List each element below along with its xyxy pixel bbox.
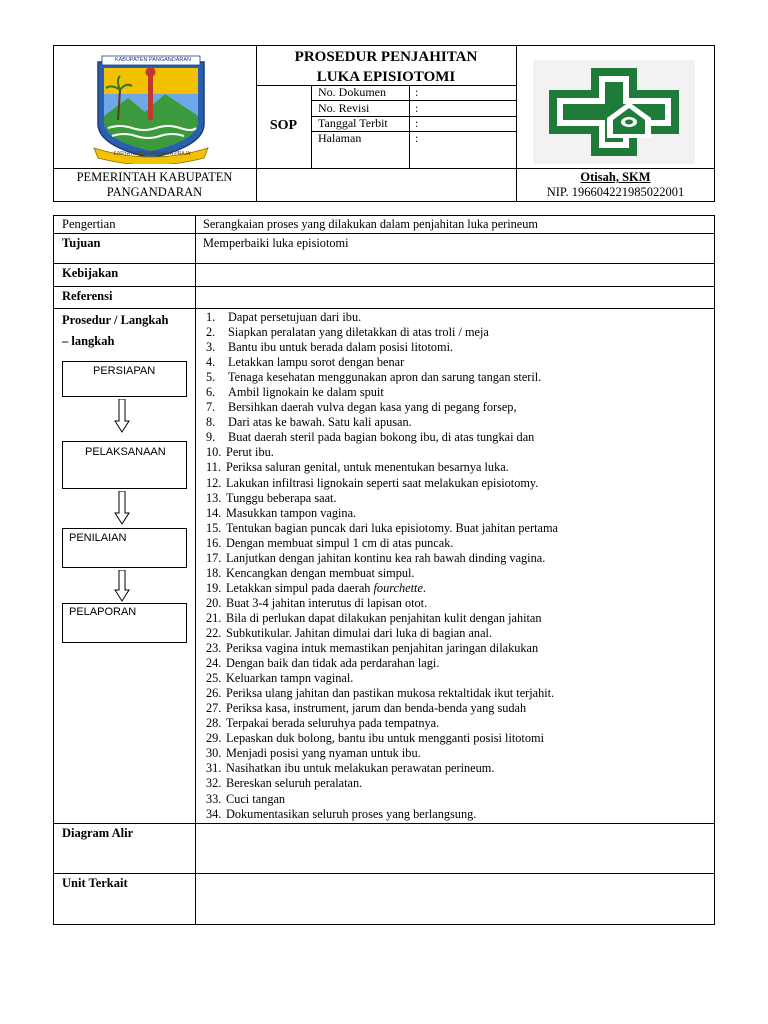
procedure-step (206, 671, 711, 686)
procedure-step (206, 581, 711, 596)
divider (311, 85, 312, 168)
org-line-2: PANGANDARAN (106, 185, 203, 199)
step-text: Subkutikular. Jahitan dimulai dari luka di bagian anal. (226, 625, 493, 640)
step-text: Tentukan bagian puncak dari luka episiotomy. Buat jahitan pertama (226, 520, 558, 535)
step-number: 15. (206, 520, 222, 535)
organization-name (53, 169, 256, 202)
step-text: Letakkan simpul pada daerah (226, 580, 374, 595)
step-text: Kencangkan dengan membuat simpul. (226, 565, 415, 580)
procedure-step (206, 415, 711, 430)
document-title (256, 47, 516, 85)
org-line-1: PEMERINTAH KABUPATEN (76, 170, 233, 184)
prosedur-label-line-1: Prosedur / Langkah (62, 313, 169, 327)
step-number: 32. (206, 776, 222, 791)
step-number: 16. (206, 535, 222, 550)
divider (53, 823, 715, 824)
procedure-step (206, 370, 711, 385)
step-number: 12. (206, 475, 222, 490)
step-text: Periksa vagina intuk memastikan penjahitan jaringan dilakukan (226, 641, 539, 656)
step-number: 17. (206, 550, 222, 565)
step-number: 25. (206, 671, 222, 686)
procedure-step (206, 340, 711, 355)
signer-block (516, 169, 715, 202)
step-number: 13. (206, 490, 222, 505)
divider (53, 308, 715, 309)
diagram-alir-label: Diagram Alir (62, 826, 134, 840)
step-number: 30. (206, 746, 222, 761)
procedure-step (206, 355, 711, 370)
procedure-step (206, 807, 711, 822)
pengertian-text: Serangkaian proses yang dilakukan dalam penjahitan luka perineum (203, 217, 538, 231)
step-text: Nasihatkan ibu untuk melakukan perawatan perineum. (226, 761, 495, 776)
meta-page-value: : (415, 131, 419, 145)
flow-box-penilaian (62, 528, 187, 568)
procedure-step (206, 325, 711, 340)
step-text-tail: . (422, 580, 426, 595)
prosedur-label (57, 310, 193, 350)
procedure-step (206, 746, 711, 761)
procedure-step (206, 641, 711, 656)
divider (409, 85, 410, 168)
procedure-step (206, 611, 711, 626)
procedure-step (206, 792, 711, 807)
step-text: Menjadi posisi yang nyaman untuk ibu. (226, 746, 421, 761)
flow-label: PERSIAPAN (93, 365, 156, 377)
step-number: 9. (206, 430, 216, 445)
procedure-step (206, 491, 711, 506)
step-text: Masukkan tampon vagina. (226, 505, 357, 520)
procedure-step (206, 776, 711, 791)
sop-label: SOP (269, 118, 298, 133)
meta-issue-date-value: : (415, 116, 419, 130)
health-cross-logo (533, 60, 695, 164)
step-number: 27. (206, 701, 222, 716)
flow-arrow-down-icon (114, 491, 130, 525)
step-number: 4. (206, 355, 216, 370)
divider (53, 286, 715, 287)
logo-text-top: KABUPATEN PANGANDARAN (114, 57, 192, 63)
procedure-step (206, 731, 711, 746)
tujuan-text: Memperbaiki luka episiotomi (203, 236, 349, 250)
step-text: Cuci tangan (226, 791, 286, 806)
step-number: 28. (206, 716, 222, 731)
procedure-step (206, 476, 711, 491)
step-number: 14. (206, 505, 222, 520)
divider (53, 263, 715, 264)
step-text: Lanjutkan dengan jahitan kontinu kea rah bawah dinding vagina. (226, 550, 546, 565)
flow-arrow-down-icon (114, 399, 130, 433)
step-text: Periksa ulang jahitan dan pastikan mukosa rektaltidak ikut terjahit. (226, 686, 555, 701)
step-text: Keluarkan tampn vaginal. (226, 671, 354, 686)
title-line-1: PROSEDUR PENJAHITAN (294, 49, 478, 65)
step-text: Ambil lignokain ke dalam spuit (228, 385, 384, 400)
step-number: 21. (206, 610, 222, 625)
divider (195, 215, 196, 925)
procedure-step (206, 761, 711, 776)
step-number: 33. (206, 791, 222, 806)
procedure-step (206, 310, 711, 325)
step-text: Letakkan lampu sorot dengan benar (228, 355, 405, 370)
meta-revision-value: : (415, 101, 419, 115)
step-number: 24. (206, 656, 222, 671)
step-text: Bantu ibu untuk berada dalam posisi litotomi. (228, 340, 454, 355)
step-text-italic: fourchette (373, 580, 423, 595)
divider (53, 873, 715, 874)
step-number: 3. (206, 340, 216, 355)
step-number: 34. (206, 806, 222, 821)
meta-doc-number-label: No. Dokumen (318, 85, 386, 99)
step-text: Tunggu beberapa saat. (226, 490, 337, 505)
step-number: 11. (206, 460, 221, 475)
procedure-step (206, 445, 711, 460)
procedure-step (206, 536, 711, 551)
procedure-step (206, 716, 711, 731)
step-number: 31. (206, 761, 222, 776)
referensi-label: Referensi (62, 289, 113, 303)
step-text: Terpakai berada seluruhya pada tempatnya. (226, 716, 440, 731)
regency-logo (90, 54, 212, 164)
step-text: Dari atas ke bawah. Satu kali apusan. (228, 415, 412, 430)
step-number: 6. (206, 385, 216, 400)
step-number: 5. (206, 370, 216, 385)
procedure-step (206, 656, 711, 671)
procedure-steps-list (206, 310, 711, 822)
pengertian-label: Pengertian (62, 217, 116, 231)
step-text: Periksa kasa, instrument, jarum dan benda-benda yang sudah (226, 701, 527, 716)
procedure-step (206, 385, 711, 400)
kebijakan-label: Kebijakan (62, 266, 119, 280)
unit-terkait-label: Unit Terkait (62, 876, 128, 890)
step-text: Bersihkan daerah vulva degan kasa yang di pegang forsep, (228, 400, 517, 415)
meta-doc-number-value: : (415, 85, 419, 99)
procedure-step (206, 400, 711, 415)
step-number: 2. (206, 325, 216, 340)
step-text: Lakukan infiltrasi lignokain seperti saat melakukan episiotomy. (226, 475, 539, 490)
step-number: 22. (206, 625, 222, 640)
step-text: Buat daerah steril pada bagian bokong ibu, di atas tungkai dan (228, 430, 535, 445)
step-text: Bereskan seluruh peralatan. (226, 776, 363, 791)
step-number: 26. (206, 686, 222, 701)
flow-label: PELAKSANAAN (85, 446, 166, 458)
meta-page-label: Halaman (318, 131, 362, 145)
procedure-step (206, 506, 711, 521)
flow-box-persiapan (62, 361, 187, 397)
procedure-step (206, 430, 711, 445)
flow-label: PELAPORAN (69, 606, 137, 618)
procedure-step (206, 566, 711, 581)
flow-label: PENILAIAN (69, 532, 127, 544)
step-text: Periksa saluran genital, untuk menentukan besarnya luka. (226, 460, 509, 475)
step-number: 10. (206, 445, 222, 460)
step-text: Dokumentasikan seluruh proses yang berlangsung. (226, 806, 477, 821)
step-text: Tenaga kesehatan menggunakan apron dan sarung tangan steril. (228, 370, 542, 385)
step-number: 20. (206, 595, 222, 610)
step-text: Bila di perlukan dapat dilakukan penjahitan kulit dengan jahitan (226, 610, 542, 625)
step-text: Dengan membuat simpul 1 cm di atas puncak. (226, 535, 454, 550)
flow-box-pelaporan (62, 603, 187, 643)
step-number: 29. (206, 731, 222, 746)
flow-box-pelaksanaan (62, 441, 187, 489)
divider (53, 233, 715, 234)
step-text: Buat 3-4 jahitan interutus di lapisan otot. (226, 595, 428, 610)
step-text: Dapat persetujuan dari ibu. (228, 310, 362, 324)
prosedur-label-line-2: – langkah (62, 334, 115, 348)
procedure-step (206, 596, 711, 611)
procedure-step (206, 460, 711, 475)
meta-revision-label: No. Revisi (318, 101, 370, 115)
tujuan-label: Tujuan (62, 236, 101, 250)
signer-nip: NIP. 196604221985022001 (546, 185, 685, 199)
step-text: Lepaskan duk bolong, bantu ibu untuk mengganti posisi litotomi (226, 731, 544, 746)
step-number: 18. (206, 565, 222, 580)
step-number: 8. (206, 415, 216, 430)
step-number: 7. (206, 400, 216, 415)
procedure-step (206, 551, 711, 566)
step-text: Siapkan peralatan yang diletakkan di atas troli / meja (228, 325, 489, 340)
title-line-2: LUKA EPISIOTOMI (316, 69, 456, 85)
procedure-step (206, 626, 711, 641)
procedure-step (206, 701, 711, 716)
step-text: Perut ibu. (226, 445, 274, 460)
procedure-step (206, 521, 711, 536)
logo-text-bottom: KARYA KARSA MAKARYA PRAJA (113, 151, 191, 157)
step-number: 23. (206, 641, 222, 656)
step-text: Dengan baik dan tidak ada perdarahan lagi. (226, 656, 440, 671)
step-number: 1. (206, 310, 216, 324)
step-number: 19. (206, 580, 222, 595)
flow-arrow-down-icon (114, 570, 130, 602)
signer-name: Otisah, SKM (580, 170, 651, 184)
meta-issue-date-label: Tanggal Terbit (318, 116, 388, 130)
procedure-step (206, 686, 711, 701)
